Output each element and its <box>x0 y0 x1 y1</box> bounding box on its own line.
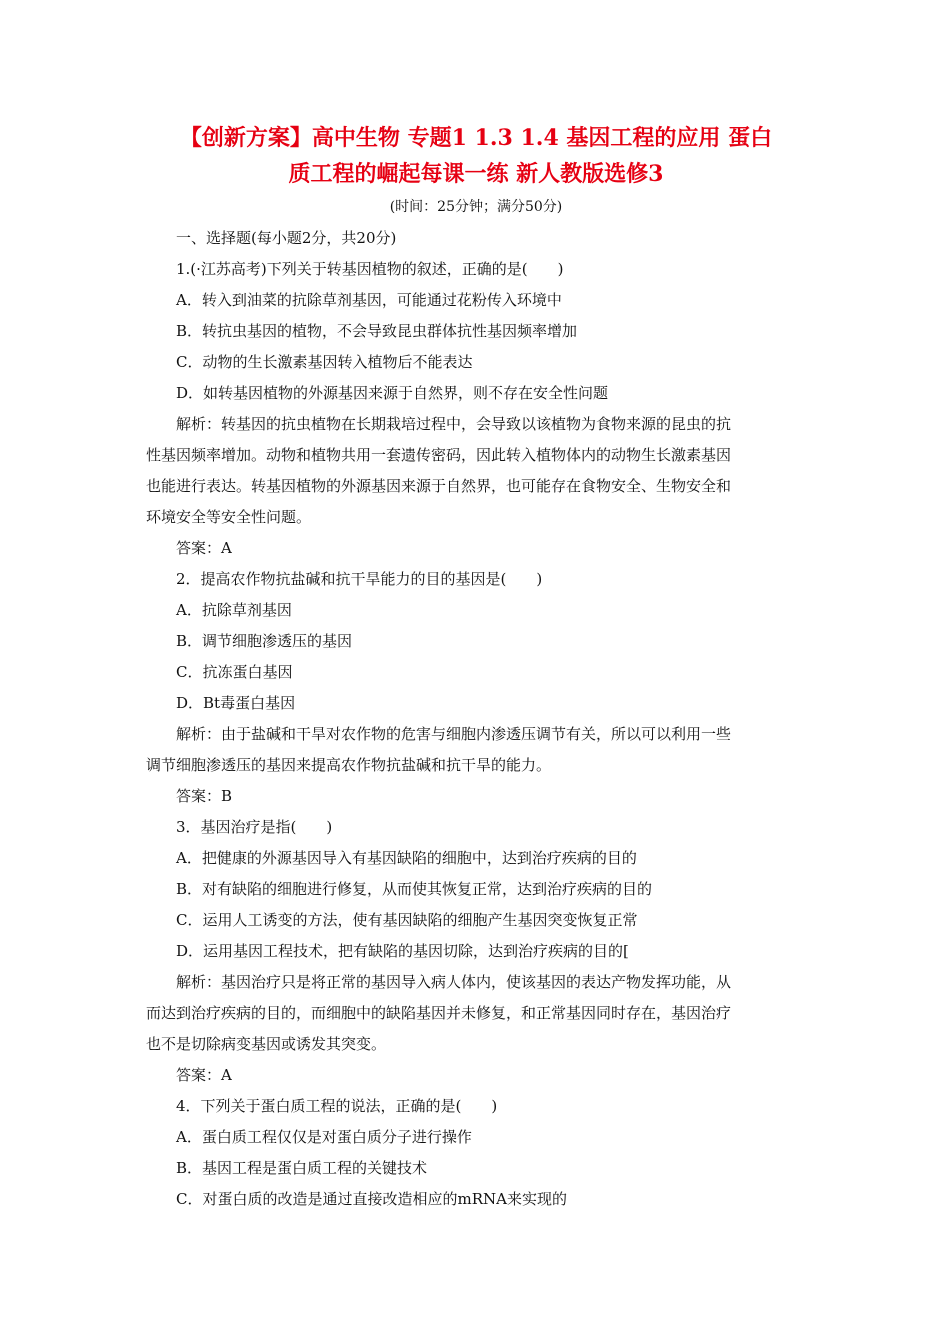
text-line: 2．提高农作物抗盐碱和抗干旱能力的目的基因是( ) <box>176 570 543 588</box>
text-line: 也不是切除病变基因或诱发其突变。 <box>146 1035 387 1053</box>
text-line: A．转入到油菜的抗除草剂基因，可能通过花粉传入环境中 <box>176 291 562 309</box>
text-line: 而达到治疗疾病的目的，而细胞中的缺陷基因并未修复，和正常基因同时存在，基因治疗 <box>146 1004 732 1022</box>
text-line: 答案：B <box>176 787 233 805</box>
text-line: D．如转基因植物的外源基因来源于自然界，则不存在安全性问题 <box>176 384 609 402</box>
text-line: C．抗冻蛋白基因 <box>176 663 293 681</box>
text-line: 性基因频率增加。动物和植物共用一套遗传密码，因此转入植物体内的动物生长激素基因 <box>146 446 732 464</box>
text-line: 答案：A <box>176 539 232 557</box>
text-line: B．调节细胞渗透压的基因 <box>176 632 353 650</box>
text-line: D．Bt毒蛋白基因 <box>176 694 296 712</box>
document-title-line-1: 【创新方案】高中生物 专题1 1.3 1.4 基因工程的应用 蛋白 <box>179 125 773 151</box>
document-title-line-2: 质工程的崛起每课一练 新人教版选修3 <box>288 161 664 187</box>
text-line: 3．基因治疗是指( ) <box>176 818 333 836</box>
text-line: 4．下列关于蛋白质工程的说法，正确的是( ) <box>176 1097 498 1115</box>
text-line: D．运用基因工程技术，把有缺陷的基因切除，达到治疗疾病的目的[ <box>176 942 629 960</box>
text-line: A．抗除草剂基因 <box>176 601 292 619</box>
text-line: 1.(·江苏高考)下列关于转基因植物的叙述，正确的是( ) <box>176 260 564 278</box>
text-line: C．运用人工诱变的方法，使有基因缺陷的细胞产生基因突变恢复正常 <box>176 911 638 929</box>
text-line: 一、选择题(每小题2分，共20分) <box>176 229 397 247</box>
text-line: B．对有缺陷的细胞进行修复，从而使其恢复正常，达到治疗疾病的目的 <box>176 880 653 898</box>
time-and-score-note: (时间：25分钟；满分50分) <box>389 199 563 215</box>
text-line: 调节细胞渗透压的基因来提高农作物抗盐碱和抗干旱的能力。 <box>146 756 552 774</box>
text-line: B．基因工程是蛋白质工程的关键技术 <box>176 1159 428 1177</box>
text-line: 环境安全等安全性问题。 <box>146 508 312 526</box>
text-line: 解析：转基因的抗虫植物在长期栽培过程中，会导致以该植物为食物来源的昆虫的抗 <box>176 415 732 433</box>
text-line: 也能进行表达。转基因植物的外源基因来源于自然界，也可能存在食物安全、生物安全和 <box>146 477 732 495</box>
document-body <box>146 223 806 1215</box>
text-line: C．对蛋白质的改造是通过直接改造相应的mRNA来实现的 <box>176 1190 567 1208</box>
text-line: 答案：A <box>176 1066 232 1084</box>
text-line: B．转抗虫基因的植物，不会导致昆虫群体抗性基因频率增加 <box>176 322 578 340</box>
text-line: A．蛋白质工程仅仅是对蛋白质分子进行操作 <box>176 1128 472 1146</box>
text-line: A．把健康的外源基因导入有基因缺陷的细胞中，达到治疗疾病的目的 <box>176 849 637 867</box>
text-line: 解析：由于盐碱和干旱对农作物的危害与细胞内渗透压调节有关，所以可以利用一些 <box>176 725 732 743</box>
text-line: C．动物的生长激素基因转入植物后不能表达 <box>176 353 473 371</box>
text-line: 解析：基因治疗只是将正常的基因导入病人体内，使该基因的表达产物发挥功能，从 <box>176 973 732 991</box>
